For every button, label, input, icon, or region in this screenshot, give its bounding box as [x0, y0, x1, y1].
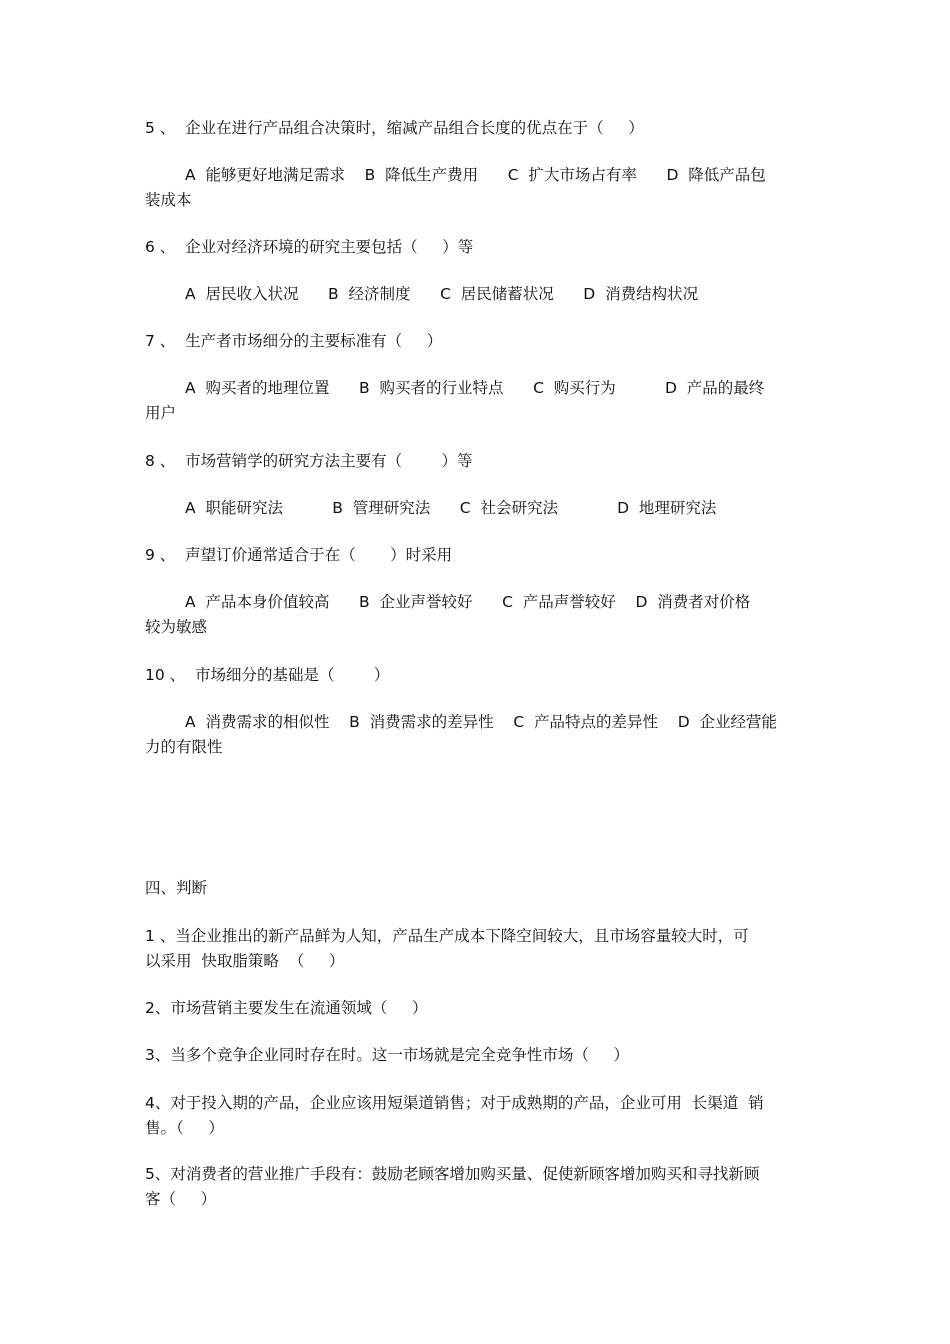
q10-stem: 10 、 市场细分的基础是（ ）: [145, 666, 390, 684]
judgement-5-cont: 客（ ）: [145, 1190, 217, 1208]
q6-stem: 6 、 企业对经济环境的研究主要包括（ ）等: [145, 238, 474, 256]
judgement-4: 4、对于投入期的产品，企业应该用短渠道销售；对于成熟期的产品，企业可用 长渠道 销: [145, 1094, 764, 1112]
judgement-3: 3、当多个竞争企业同时存在时。这一市场就是完全竞争性市场（ ）: [145, 1046, 629, 1064]
judgement-1-cont: 以采用 快取脂策略 （ ）: [145, 952, 345, 970]
q5-stem: 5 、 企业在进行产品组合决策时，缩减产品组合长度的优点在于（ ）: [145, 119, 644, 137]
q7-stem: 7 、 生产者市场细分的主要标准有（ ）: [145, 332, 443, 350]
q10-options: A 消费需求的相似性 B 消费需求的差异性 C 产品特点的差异性 D 企业经营能: [185, 713, 778, 731]
judgement-4-cont: 售。（ ）: [145, 1119, 224, 1137]
judgement-2: 2、市场营销主要发生在流通领域（ ）: [145, 999, 428, 1017]
q5-options: A 能够更好地满足需求 B 降低生产费用 C 扩大市场占有率 D 降低产品包: [185, 166, 766, 184]
q9-stem: 9 、 声望订价通常适合于在（ ）时采用: [145, 546, 453, 564]
judgement-1: 1 、当企业推出的新产品鲜为人知，产品生产成本下降空间较大，且市场容量较大时，可: [145, 927, 749, 945]
q8-stem: 8 、 市场营销学的研究方法主要有（ ）等: [145, 452, 473, 470]
q10-options-cont: 力的有限性: [145, 738, 223, 756]
q5-options-cont: 装成本: [145, 191, 192, 209]
q8-options: A 职能研究法 B 管理研究法 C 社会研究法 D 地理研究法: [185, 499, 717, 517]
section-title-judgement: 四、判断: [145, 879, 208, 897]
q9-options: A 产品本身价值较高 B 企业声誉较好 C 产品声誉较好 D 消费者对价格: [185, 593, 751, 611]
judgement-5: 5、对消费者的营业推广手段有：鼓励老顾客增加购买量、促使新顾客增加购买和寻找新顾: [145, 1165, 760, 1183]
q7-options: A 购买者的地理位置 B 购买者的行业特点 C 购买行为 D 产品的最终: [185, 379, 765, 397]
q9-options-cont: 较为敏感: [145, 618, 208, 636]
q7-options-cont: 用户: [145, 404, 177, 422]
q6-options: A 居民收入状况 B 经济制度 C 居民储蓄状况 D 消费结构状况: [185, 285, 699, 303]
